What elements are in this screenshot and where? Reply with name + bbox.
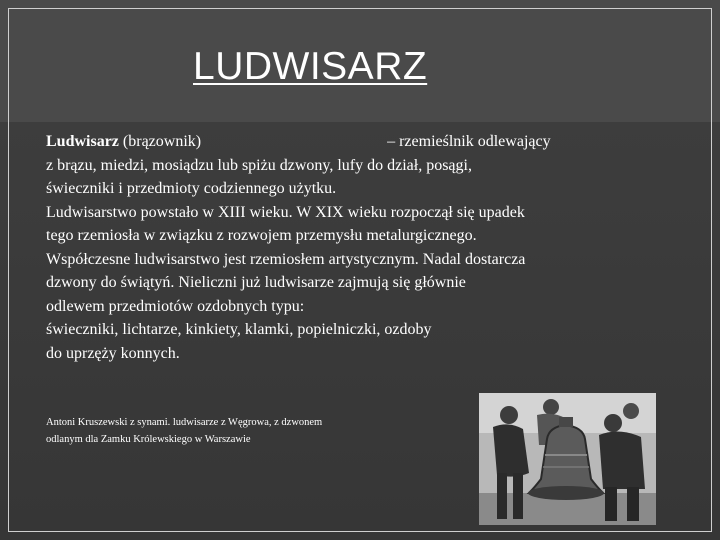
paragraph-line: świeczniki i przedmioty codziennego użytku.: [46, 180, 337, 197]
photo-caption: [46, 414, 322, 448]
caption-line: Antoni Kruszewski z synami. ludwisarze z Węgrowa, z dzwonem: [46, 417, 323, 428]
paragraph-definition: [46, 130, 706, 201]
paragraph-history: [46, 201, 706, 248]
term-note: (brązownik): [118, 133, 202, 150]
paragraph-line: z brązu, miedzi, mosiądzu lub spiżu dzwony, lufy do dział, posągi,: [46, 156, 472, 174]
paragraph-line: tego rzemiosła w związku z rozwojem przemysłu metalurgicznego.: [46, 227, 477, 244]
paragraph-line: Ludwisarstwo powstało w XIII wieku. W XIX wieku rozpoczął się upadek: [46, 203, 525, 221]
term: Ludwisarz: [46, 133, 119, 150]
caption-line: odlanym dla Zamku Królewskiego w Warszawie: [46, 434, 251, 445]
paragraph-line: do uprzęży konnych.: [46, 344, 180, 362]
body-text: [46, 130, 706, 365]
paragraph-line: dzwony do świątyń. Nieliczni już ludwisarze zajmują się głównie: [46, 274, 466, 291]
paragraph-line: [46, 130, 706, 154]
frame-right-line: [711, 8, 712, 532]
paragraph-line: świeczniki, lichtarze, kinkiety, klamki, popielniczki, ozdoby: [46, 321, 432, 338]
slide-title: LUDWISARZ: [193, 45, 428, 88]
bell-founders-photo: [479, 393, 656, 525]
paragraph-modern: [46, 248, 706, 366]
frame-left-line: [8, 8, 9, 532]
photo-illustration: [479, 393, 656, 525]
frame-top-line: [8, 8, 712, 9]
frame-bottom-line: [8, 531, 712, 532]
paragraph-line: Współczesne ludwisarstwo jest rzemiosłem artystycznym. Nadal dostarcza: [46, 250, 526, 268]
paragraph-line: odlewem przedmiotów ozdobnych typu:: [46, 297, 305, 315]
definition-start: – rzemieślnik odlewający: [387, 133, 551, 150]
